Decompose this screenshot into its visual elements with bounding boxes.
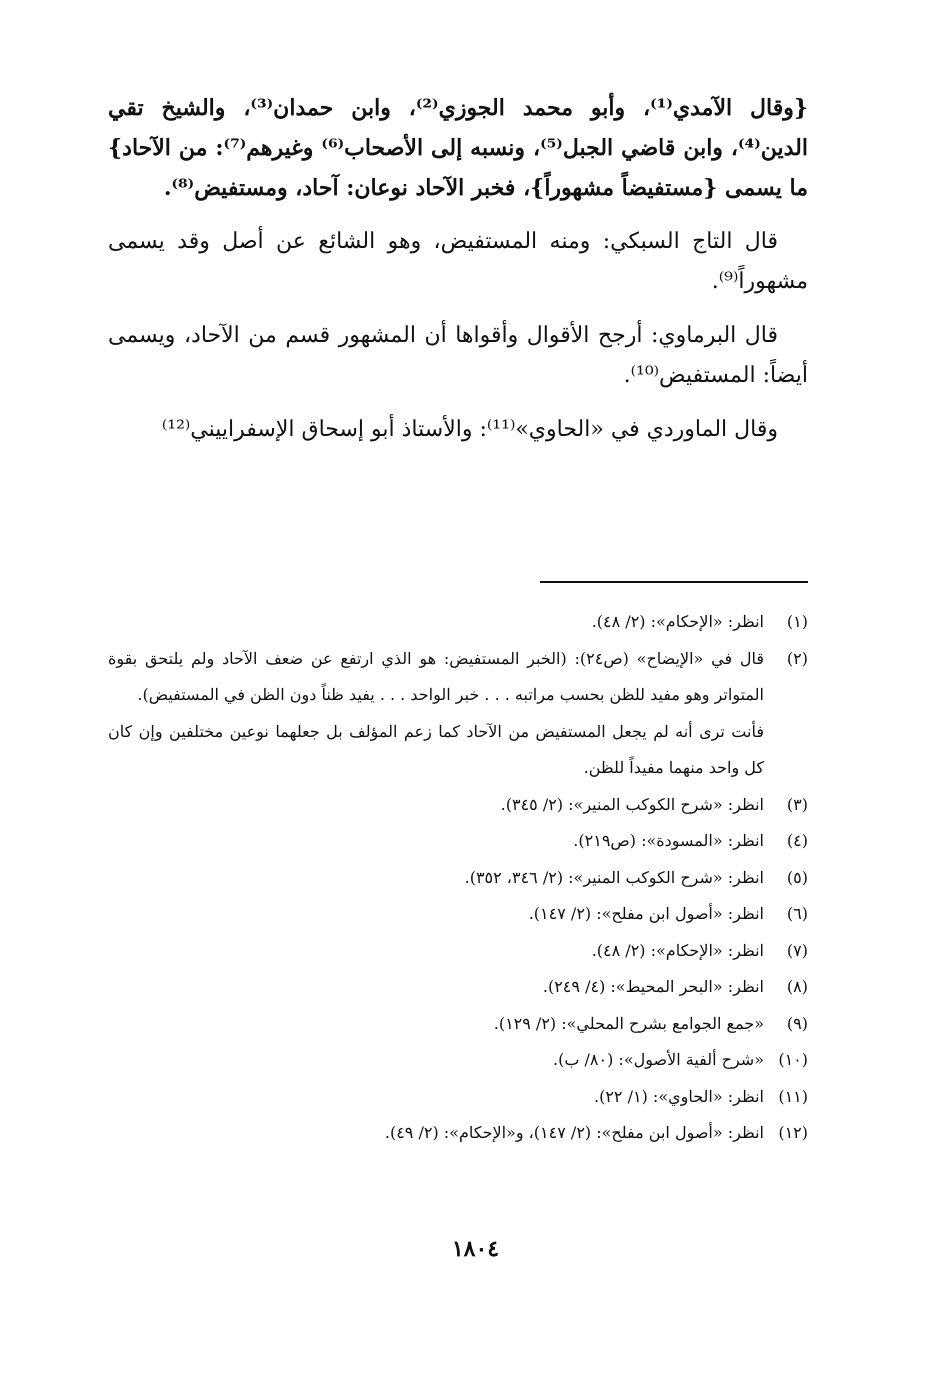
- footnote-number: (٥): [786, 867, 808, 887]
- footnote-text: «شرح ألفية الأصول»: (٨٠/ ب).: [553, 1050, 764, 1069]
- page-number: ١٨٠٤: [451, 1236, 500, 1262]
- footnote-number: (١٠): [778, 1050, 808, 1069]
- footnote-text: انظر: «الإحكام»: (٢/ ٤٨).: [591, 612, 764, 631]
- main-text-body: [108, 88, 808, 464]
- footnote-text: قال في «الإيضاح» (ص٢٤): (الخبر المستفيض: هو الذي ارتفع عن ضعف الآحاد ولم يلتحق بقوة المتواتر وهو مفيد للظن بحسب مراتبه . . . خبر الواحد . . . يفيد ظناً دون الظن في المستفيض).: [108, 648, 765, 704]
- footnote-number: (٧): [786, 940, 808, 960]
- footnotes-section: [108, 604, 808, 1152]
- footnote-number: (١١): [778, 1086, 808, 1106]
- paragraph-4: وقال الماوردي في «الحاوي»⁽¹¹⁾: والأستاذ أبو إسحاق الإسفراييني⁽¹²⁾: [161, 417, 778, 442]
- footnote: [108, 896, 808, 933]
- footnote: [108, 1115, 808, 1152]
- footnote-continuation: فأنت ترى أنه لم يجعل المستفيض من الآحاد كما زعم المؤلف بل جعلهما نوعين مختلفين وإن كان كل واحد منهما مفيداً للظن.: [108, 721, 764, 777]
- footnote: [108, 969, 808, 1006]
- footnote: [108, 823, 808, 860]
- footnote-number: (٣): [786, 794, 808, 814]
- footnote: [108, 860, 808, 897]
- paragraph-3: قال البرماوي: أرجح الأقوال وأقواها أن المشهور قسم من الآحاد، ويسمى أيضاً: المستفيض⁽¹⁰⁾.: [108, 323, 808, 388]
- footnote-number: (٤): [786, 831, 808, 850]
- paragraph-2: قال التاج السبكي: ومنه المستفيض، وهو الشائع عن أصل وقد يسمى مشهوراً⁽⁹⁾.: [108, 229, 808, 294]
- footnote-text: «جمع الجوامع بشرح المحلي»: (٢/ ١٢٩).: [493, 1013, 764, 1033]
- footnote-number: (٩): [786, 1013, 808, 1033]
- footnote-text: انظر: «أصول ابن مفلح»: (٢/ ١٤٧)، و«الإحكام»: (٢/ ٤٩).: [384, 1123, 764, 1142]
- footnote-number: (٦): [786, 904, 808, 923]
- footnote-text: انظر: «أصول ابن مفلح»: (٢/ ١٤٧).: [528, 904, 764, 923]
- footnote-text: انظر: «المسودة»: (ص٢١٩).: [573, 831, 764, 850]
- footnote-text: انظر: «شرح الكوكب المنير»: (٢/ ٣٤٦، ٣٥٢).: [464, 867, 764, 887]
- footnote: [108, 787, 808, 824]
- footnote-text: انظر: «شرح الكوكب المنير»: (٢/ ٣٤٥).: [500, 794, 764, 814]
- footnote-text: انظر: «الحاوي»: (١/ ٢٢).: [594, 1086, 764, 1106]
- footnote-number: (٢): [786, 648, 808, 668]
- footnote: [108, 1079, 808, 1116]
- footnote-separator: [540, 581, 808, 583]
- footnote-number: (١): [786, 612, 808, 631]
- footnote: [108, 604, 808, 641]
- footnote-text: انظر: «الإحكام»: (٢/ ٤٨).: [591, 940, 764, 960]
- footnote: [108, 1042, 808, 1079]
- paragraph-1: {وقال الآمدي⁽¹⁾، وأبو محمد الجوزي⁽²⁾، وابن حمدان⁽³⁾، والشيخ تقي الدين⁽⁴⁾، وابن قاضي الجبل⁽⁵⁾، ونسبه إلى الأصحاب⁽⁶⁾ وغيرهم⁽⁷⁾: من الآحاد} ما يسمى {مستفيضاً مشهوراً}، فخبر الآحاد نوعان: آحاد، ومستفيض⁽⁸⁾.: [108, 95, 808, 201]
- footnote: [108, 641, 808, 714]
- footnote-number: (١٢): [778, 1123, 808, 1142]
- footnote: [108, 1006, 808, 1043]
- footnote: [108, 933, 808, 970]
- footnote-text: انظر: «البحر المحيط»: (٤/ ٢٤٩).: [542, 977, 764, 996]
- footnote-number: (٨): [786, 977, 808, 996]
